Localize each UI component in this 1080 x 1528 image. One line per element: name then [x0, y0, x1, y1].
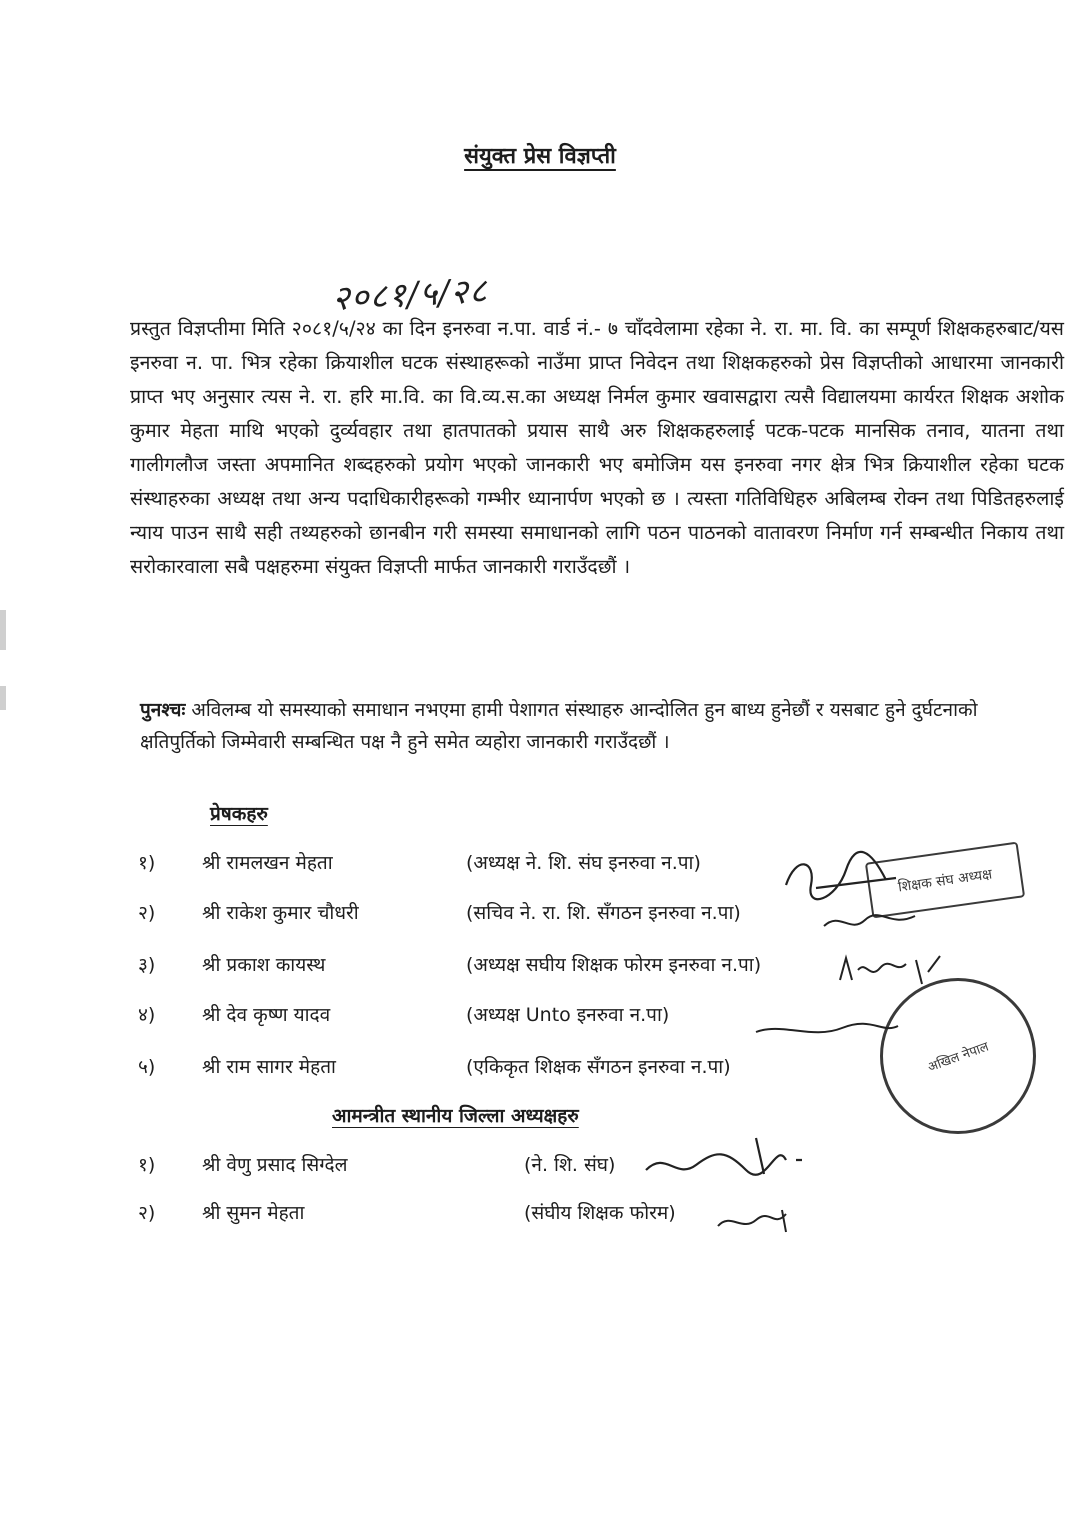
- signature-2: [820, 906, 920, 936]
- sender-name: श्री राकेश कुमार चौधरी: [202, 902, 359, 924]
- postscript: [140, 694, 1040, 758]
- sender-designation: (अध्यक्ष सघीय शिक्षक फोरम इनरुवा न.पा): [466, 954, 762, 976]
- invited-name: श्री वेणु प्रसाद सिग्देल: [202, 1154, 348, 1176]
- signature-6: [712, 1206, 792, 1236]
- postscript-text: अविलम्ब यो समस्याको समाधान नभएमा हामी पेशागत संस्थाहरु आन्दोलित हुन बाध्य हुनेछौं र यसबाट हुने दुर्घटनाको क्षतिपुर्तिको जिम्मेवारी सम्बन्धित पक्ष नै हुने समेत व्यहोरा जानकारी गराउँदछौं ।: [140, 699, 978, 753]
- invited-designation: (संघीय शिक्षक फोरम): [524, 1202, 676, 1224]
- postscript-label: पुनश्चः: [140, 699, 186, 721]
- sender-designation: (सचिव ने. रा. शि. सँगठन इनरुवा न.पा): [466, 902, 741, 924]
- row-number: ४): [138, 1004, 156, 1026]
- row-number: २): [138, 1202, 156, 1224]
- scan-edge-mark: [0, 686, 6, 710]
- senders-heading: प्रेषकहरु: [210, 803, 268, 825]
- invited-row: [0, 1150, 1080, 1180]
- row-number: ३): [138, 954, 156, 976]
- sender-name: श्री प्रकाश कायस्थ: [202, 954, 326, 976]
- sender-name: श्री रामलखन मेहता: [202, 852, 333, 874]
- body-paragraph: प्रस्तुत विज्ञप्तीमा मिति २०८१/५/२४ का दिन इनरुवा न.पा. वार्ड नं.- ७ चाँदवेलामा रहेका ने. रा. मा. वि. का सम्पूर्ण शिक्षकहरुबाट/यस इनरुवा न. पा. भित्र रहेका क्रियाशील घटक संस्थाहरूको नाउँमा प्राप्त निवेदन तथा शिक्षकहरुको प्रेस विज्ञप्तीको आधारमा जानकारी प्राप्त भए अनुसार त्यस ने. रा. हरि मा.वि. का वि.व्य.स.का अध्यक्ष निर्मल कुमार खवासद्वारा त्यसै विद्यालयमा कार्यरत शिक्षक अशोक कुमार मेहता माथि भएको दुर्व्यवहार तथा हातपातको प्रयास साथै अरु शिक्षकहरुलाई पटक-पटक मानसिक तनाव, यातना तथा गालीगलौज जस्ता अपमानित शब्दहरुको प्रयोग भएको जानकारी भए बमोजिम यस इनरुवा नगर क्षेत्र भित्र क्रियाशील रहेका घटक संस्थाहरुका अध्यक्ष तथा अन्य पदाधिकारीहरूको गम्भीर ध्यानार्पण भएको छ । त्यस्ता गतिविधिहरु अबिलम्ब रोक्न तथा पिडितहरुलाई न्याय पाउन साथै सही तथ्यहरुको छानबीन गरी समस्या समाधानको लागि पठन पाठनको वातावरण निर्माण गर्न सम्बन्धीत निकाय तथा सरोकारवाला सबै पक्षहरुमा संयुक्त विज्ञप्ती मार्फत जानकारी गराउँदछौं ।: [130, 317, 1064, 578]
- stamp-text: अखिल नेपाल: [926, 1039, 991, 1076]
- invited-heading: आमन्त्रीत स्थानीय जिल्ला अध्यक्षहरु: [332, 1105, 579, 1127]
- row-number: २): [138, 902, 156, 924]
- invited-designation: (ने. शि. संघ): [524, 1154, 616, 1176]
- invited-name: श्री सुमन मेहता: [202, 1202, 305, 1224]
- sender-designation: (अध्यक्ष ने. शि. संघ इनरुवा न.पा): [466, 852, 701, 874]
- sender-name: श्री राम सागर मेहता: [202, 1056, 336, 1078]
- scan-edge-mark: [0, 610, 6, 650]
- signature-4: [752, 1016, 902, 1046]
- signature-3: [836, 950, 946, 990]
- signature-1: [776, 840, 926, 910]
- sender-designation: (अध्यक्ष Unto इनरुवा न.पा): [466, 1004, 670, 1026]
- row-number: ५): [138, 1056, 156, 1078]
- document-title: संयुक्त प्रेस विज्ञप्ती: [464, 144, 616, 169]
- signature-5: [636, 1130, 816, 1190]
- handwritten-date: २०८१/५/२८: [331, 270, 489, 320]
- invited-row: [0, 1198, 1080, 1228]
- sender-name: श्री देव कृष्ण यादव: [202, 1004, 331, 1026]
- all-nepal-round-stamp: [880, 978, 1036, 1134]
- row-number: १): [138, 852, 156, 874]
- sender-designation: (एकिकृत शिक्षक सँगठन इनरुवा न.पा): [466, 1056, 731, 1078]
- row-number: १): [138, 1154, 156, 1176]
- stamp-text: शिक्षक संघ अध्यक्ष: [897, 865, 994, 896]
